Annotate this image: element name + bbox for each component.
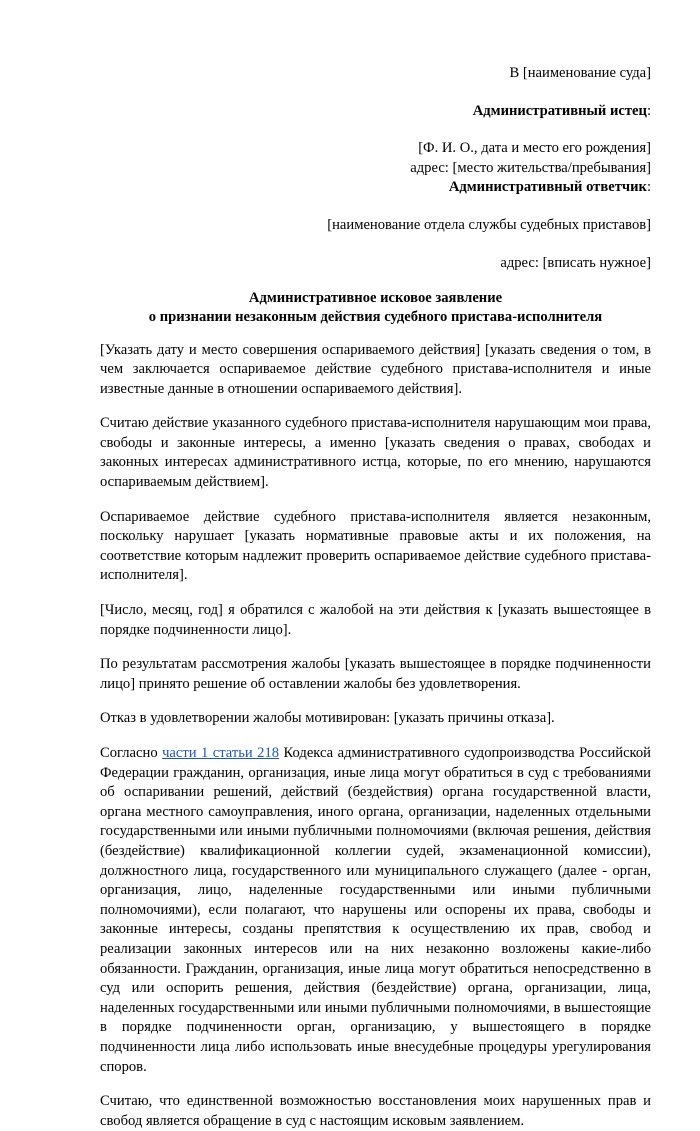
- paragraph-1: [Указать дату и место совершения оспариваемого действия] [указать сведения о том, в чем заключается оспариваемое действие судебного пристава-исполнителя и иные известные данные в отношении оспариваемого действия].: [100, 341, 651, 397]
- plaintiff-heading: Административный истец: [472, 102, 647, 119]
- paragraph-7-start: Согласно: [100, 745, 163, 761]
- plaintiff-name: [Ф. И. О., дата и место его рождения]: [418, 140, 651, 156]
- defendant-heading-colon: :: [646, 179, 651, 195]
- paragraph-4: [Число, месяц, год] я обратился с жалобой на эти действия к [указать вышестоящее в порядке подчиненности лицо].: [100, 602, 651, 638]
- paragraph-7: [100, 744, 651, 1077]
- plaintiff-address: адрес: [место жительства/пребывания]: [410, 159, 651, 176]
- document-page: [100, 64, 651, 1131]
- paragraph-3: Оспариваемое действие судебного пристава-исполнителя является незаконным, поскольку нарушает [указать нормативные правовые акты и их положения, на соответствие которым надлежит проверить оспариваемое действие судебного пристава-исполнителя].: [100, 508, 651, 584]
- paragraph-6: Отказ в удовлетворении жалобы мотивирован: [указать причины отказа].: [100, 710, 555, 727]
- plaintiff-heading-line: [100, 102, 651, 122]
- title-line-1: Административное исковое заявление: [248, 289, 503, 306]
- defendant-address: адрес: [вписать нужное]: [500, 255, 651, 271]
- paragraph-7-rest: Кодекса административного судопроизводства Российской Федерации гражданин, организация, иные лица могут обратиться в суд с требованиями об оспаривании решений, действий (бездействия) органа государственной власти, органа местного самоуправления, иного органа, организации, наделенных отдельными государственными или иными публичными полномочиями (включая решения, действия (бездействие) квалификационной коллегии судей, экзаменационной комиссии), должностного лица, государственного или муниципального служащего (далее - орган, организация, лицо, наделенные государственными или иными публичными полномочиями), если полагают, что нарушены или оспорены их права, свободы и законные интересы, созданы препятствия к осуществлению их прав, свобод и реализации законных интересов или на них незаконно возложены какие-либо обязанности. Гражданин, организация, иные лица могут обратиться непосредственно в суд или оспорить решения, действия (бездействие) органа, организации, лица, наделенных государственными или иными публичными полномочиями, в вышестоящие в порядке подчиненности орган, организацию, у вышестоящего в порядке подчиненности лица либо использовать иные внесудебные процедуры урегулирования споров.: [100, 745, 651, 1075]
- defendant-heading-line: [100, 178, 651, 198]
- title-line-2: о признании незаконным действия судебного пристава-исполнителя: [148, 308, 603, 325]
- paragraph-2: Считаю действие указанного судебного пристава-исполнителя нарушающим мои права, свободы и законные интересы, а именно [указать сведения о правах, свободах и законных интересах административного истца, которые, по его мнению, нарушаются оспариваемым действием].: [100, 415, 651, 491]
- plaintiff-heading-colon: :: [646, 102, 651, 119]
- paragraph-8: Считаю, что единственной возможностью восстановления моих нарушенных прав и свобод является обращение в суд с настоящим исковым заявлением.: [100, 1093, 651, 1129]
- law-article-link[interactable]: части 1 статьи 218: [162, 745, 280, 761]
- document-title: [100, 289, 651, 327]
- paragraph-5: По результатам рассмотрения жалобы [указать вышестоящее в порядке подчиненности лицо] принято решение об оставлении жалобы без удовлетворения.: [100, 656, 651, 692]
- defendant-name: [наименование отдела службы судебных приставов]: [327, 216, 651, 233]
- defendant-heading: Административный ответчик: [448, 179, 647, 195]
- court-line: В [наименование суда]: [509, 65, 651, 81]
